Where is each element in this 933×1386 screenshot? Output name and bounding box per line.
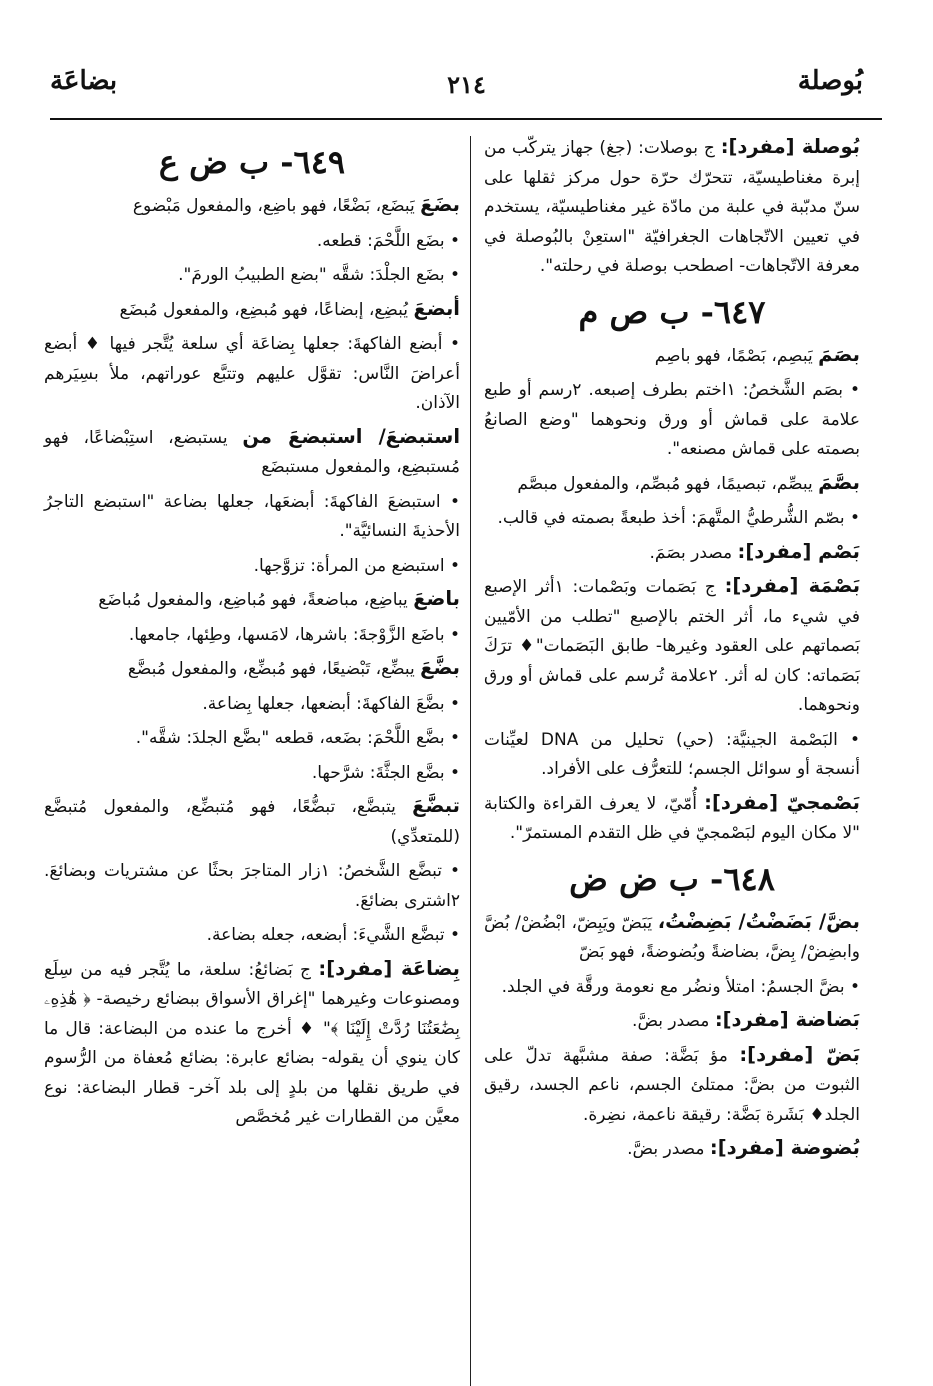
- entry-headword: بُضوضة [مفرد]:: [709, 1136, 860, 1159]
- dictionary-entry: [484, 468, 860, 500]
- entry-definition: • تبضَّع الشَّيءَ: أبضعه، جعله بضاعة.: [206, 925, 460, 945]
- dictionary-entry: [44, 791, 460, 852]
- entry-definition: يبضِّع، تَبْضيعًا، فهو مُبضِّع، والمفعول مُبضَّع: [127, 659, 415, 679]
- entry-definition: يبصِّم، تبصيمًا، فهو مُبصِّم، والمفعول مبصَّم: [517, 473, 813, 494]
- entry-headword: بِضاعَة [مفرد]:: [318, 956, 460, 980]
- dictionary-entry: [44, 688, 460, 720]
- entry-definition: • بضَّ الجسمُ: امتلأ ونضُر مع نعومة ورقَّة في الجلد.: [501, 976, 860, 997]
- entry-definition: • بضَّع الجثَّةَ: شرَّحها.: [311, 762, 460, 783]
- entry-headword: بَضّ [مفرد]:: [739, 1042, 860, 1066]
- entry-definition: يتبضَّع، تبضُّعًا، فهو مُتبضِّع، والمفعول مُتبضَّع (للمتعدِّي): [44, 797, 460, 847]
- header-right-word: بُوصلة: [797, 66, 863, 96]
- entry-headword: بَضاضة [مفرد]:: [714, 1008, 860, 1031]
- entry-definition: • بضَّع اللَّحْمَ: بضَعه، قطعه "بضَّع الجلدَ: شقَّه".: [135, 728, 460, 748]
- entry-definition: • تبضَّع الشَّخصُ: ١زار المتاجرَ بحثًا عن مشتريات وبضائعَ. ٢اشترى بضائعَ.: [44, 861, 460, 911]
- dictionary-entry: [44, 722, 460, 754]
- entry-definition: مصدر بضَّ.: [627, 1139, 705, 1159]
- dictionary-entry: [484, 537, 860, 569]
- dictionary-entry: [484, 1005, 860, 1037]
- entry-definition: مصدر بضَّ.: [632, 1011, 710, 1031]
- dictionary-entry: [484, 571, 860, 721]
- root-heading: ٦٤٩- ب ض ع: [158, 143, 346, 181]
- entry-definition: يَبضَع، بَضْعًا، فهو باضِع، والمفعول مَبْضوع: [132, 196, 415, 216]
- dictionary-entry: [44, 190, 460, 222]
- dictionary-entry: [44, 653, 460, 685]
- entry-definition: • بضَّعَ الفاكهةَ: أبضعها، جعلها بِضاعة.: [202, 693, 460, 714]
- dictionary-entry: [44, 619, 460, 651]
- dictionary-entry: [44, 550, 460, 582]
- entry-headword: استبضعَ/ استبضعَ من: [242, 424, 461, 448]
- column-divider: [470, 136, 471, 1386]
- dictionary-entry: [484, 374, 860, 465]
- dictionary-entry: [484, 502, 860, 534]
- entry-definition: يَبَضّ ويَبِضّ، ابْضُضْ/ بُضَّ وابضِضْ/ بِضَّ، بضاضةً وبُضوضةً، فهو بَضّ: [484, 912, 860, 962]
- dictionary-entry: [484, 907, 860, 968]
- entry-definition: • بضَع اللَّحْمَ: قطعه.: [316, 230, 460, 251]
- entry-definition: • بصّم الشُّرطيُّ المتَّهمَ: أخذ طبعةً بصمته في قالب.: [497, 508, 860, 528]
- entry-definition: • بضَع الجلْدَ: شقَّه "بضع الطبيبُ الورمَ".: [178, 265, 460, 285]
- dictionary-entry: [44, 486, 460, 547]
- dictionary-entry: [44, 225, 460, 257]
- dictionary-entry: [484, 1133, 860, 1165]
- entry-definition: • باضَع الزَّوْجةَ: باشرها، لامَسها، وطِئها، جامعها.: [128, 624, 460, 645]
- dictionary-entry: [44, 855, 460, 916]
- entry-headword: بضَعَ: [420, 193, 460, 216]
- dictionary-entry: [44, 328, 460, 419]
- entry-headword: بَصْم [مفرد]:: [737, 539, 860, 563]
- entry-definition: • البَصْمة الجينيَّة: (حي) تحليل من DNA لعيِّنات أنسجة أو سوائل الجسم؛ للتعرُّف على الأفراد.: [484, 729, 860, 779]
- dictionary-entry: [484, 132, 860, 282]
- entry-headword: أبضعَ: [413, 296, 460, 320]
- entry-definition: مؤ بَضَّة: صفة مشبَّهة تدلّ على الثبوت من بضَّ: ممتلئ الجسم، ناعم الجسد، رقيق الجلد♦ بَشَرة بَضَّة: رقيقة ناعمة، نضِرة.: [484, 1045, 860, 1125]
- root-heading: ٦٤٧- ب ص م: [578, 292, 766, 331]
- entry-definition: ج بَضائعُ: سلعة، ما يُتَّجر فيه من سِلَع ومصنوعات وغيرهما "إغراق الأسواق ببضائع رخيصة- ﴿ هَٰذِهِۦ بِضَٰعَتُنَا رُدَّتْ إِلَيْنَا ﴾" ♦ أخرج ما عنده من البضاعة: قال ما كان ينوي أن يقوله- بضائع عابرة: بضائع مُعفاة من الرُّسوم في طريق نقلها من بلدٍ إلى بلد آخر- قطار البضاعة: نوع معيَّن من القطارات غير مُخصَّص: [44, 959, 460, 1127]
- header-left-word: بضاعَة: [50, 66, 118, 96]
- entry-headword: بضَّ/ بَضَضْتُ/ بَضِضْتُ،: [657, 909, 861, 933]
- entry-headword: باضعَ: [413, 587, 460, 610]
- entry-headword: بصَّمَ: [818, 470, 860, 494]
- dictionary-entry: [44, 919, 460, 951]
- root-heading: ٦٤٨- ب ض ض: [569, 859, 775, 898]
- entry-definition: ج بوصلات: (جغ) جهاز يتركّب من إبرة مغناطيسيّة، تتحرّك حرّة حول مركز ثقلها على سنّ مدبّبة في علبة من مادّة غير مغناطيسيّة، يستخدم في تعيين الاتّجاهات الجغرافيّة "استعِنْ بالبُوصلة في معرفة الاتّجاهات- اصطحب بوصلة في رحلته".: [484, 138, 860, 276]
- dictionary-entry: [484, 788, 860, 849]
- dictionary-entry: [484, 971, 860, 1003]
- entry-definition: أُمّيّ، لا يعرف القراءة والكتابة "لا مكان اليوم لبَصْمجيّ في ظل التقدم المستمرّ".: [484, 793, 860, 843]
- page-number: ٢١٤: [447, 70, 486, 99]
- header-rule: [50, 118, 882, 120]
- entry-headword: بُوصلة [مفرد]:: [720, 135, 860, 158]
- entry-headword: بَصْمجيّ [مفرد]:: [704, 790, 860, 814]
- dictionary-entry: [44, 584, 460, 616]
- dictionary-entry: [44, 294, 460, 326]
- entry-definition: يَبصِم، بَصْمًا، فهو باصِم: [654, 345, 813, 366]
- entry-definition: يُبضِع، إبضاعًا، فهو مُبضِع، والمفعول مُبضَع: [119, 299, 409, 320]
- entry-headword: تبضَّعَ: [412, 794, 460, 817]
- dictionary-entry: [484, 340, 860, 372]
- dictionary-entry: [44, 954, 460, 1133]
- entry-definition: • بصَم الشَّخصُ: ١اختم بطرف إصبعه. ٢رسم أو طبع علامة على قماش أو ورق ونحوهما "وضع الصانعُ بصمته على قماش مصنعه".: [484, 380, 860, 459]
- entry-definition: ج بَصَمات وبَصْمات: ١أثر الإصبع في شيء ما، أثر الختم بالإصبع "تطلب من الأمّيين بَصماتهم على العقود وغيرها- طابق البَصَمات"♦ ترَكَ بَصَماته: كان له أثر. ٢علامة تُرسم على قماش أو ورق ونحوهما.: [484, 577, 860, 715]
- dictionary-entry: [484, 724, 860, 785]
- entry-definition: • استبضعَ الفاكهةَ: أبضعَها، جعلها بضاعة "استبضع التاجرُ الأحذيةَ النسائيَّة".: [44, 491, 460, 541]
- entry-headword: بَصْمَة [مفرد]:: [724, 574, 861, 597]
- dictionary-entry: [44, 422, 460, 483]
- entry-definition: • استبضع من المرأة: تزوَّجها.: [253, 555, 460, 576]
- dictionary-entry: [484, 1040, 860, 1131]
- entry-definition: يستبضع، استِبْضاعًا، فهو مُستبضِع، والمفعول مستبضَع: [44, 427, 460, 477]
- entry-definition: • أبضع الفاكهةَ: جعلها بِضاعَة أي سلعة يُتَّجر فيها ♦ أبضع أعراضَ النَّاس: تقوَّل عليهم وتتبَّع عوراتهم، ملأ بسِيَرهم الآذان.: [44, 334, 460, 413]
- entry-headword: بضَّعَ: [420, 656, 460, 679]
- right-column: [484, 132, 860, 1168]
- entry-headword: بصَمَ: [818, 342, 860, 366]
- dictionary-entry: [44, 757, 460, 789]
- left-column: [44, 132, 460, 1136]
- dictionary-entry: [44, 259, 460, 291]
- entry-definition: مصدر بصَمَ.: [649, 542, 733, 563]
- entry-definition: يباضِع، مباضعةً، فهو مُباضِع، والمفعول مُباضَع: [98, 590, 408, 610]
